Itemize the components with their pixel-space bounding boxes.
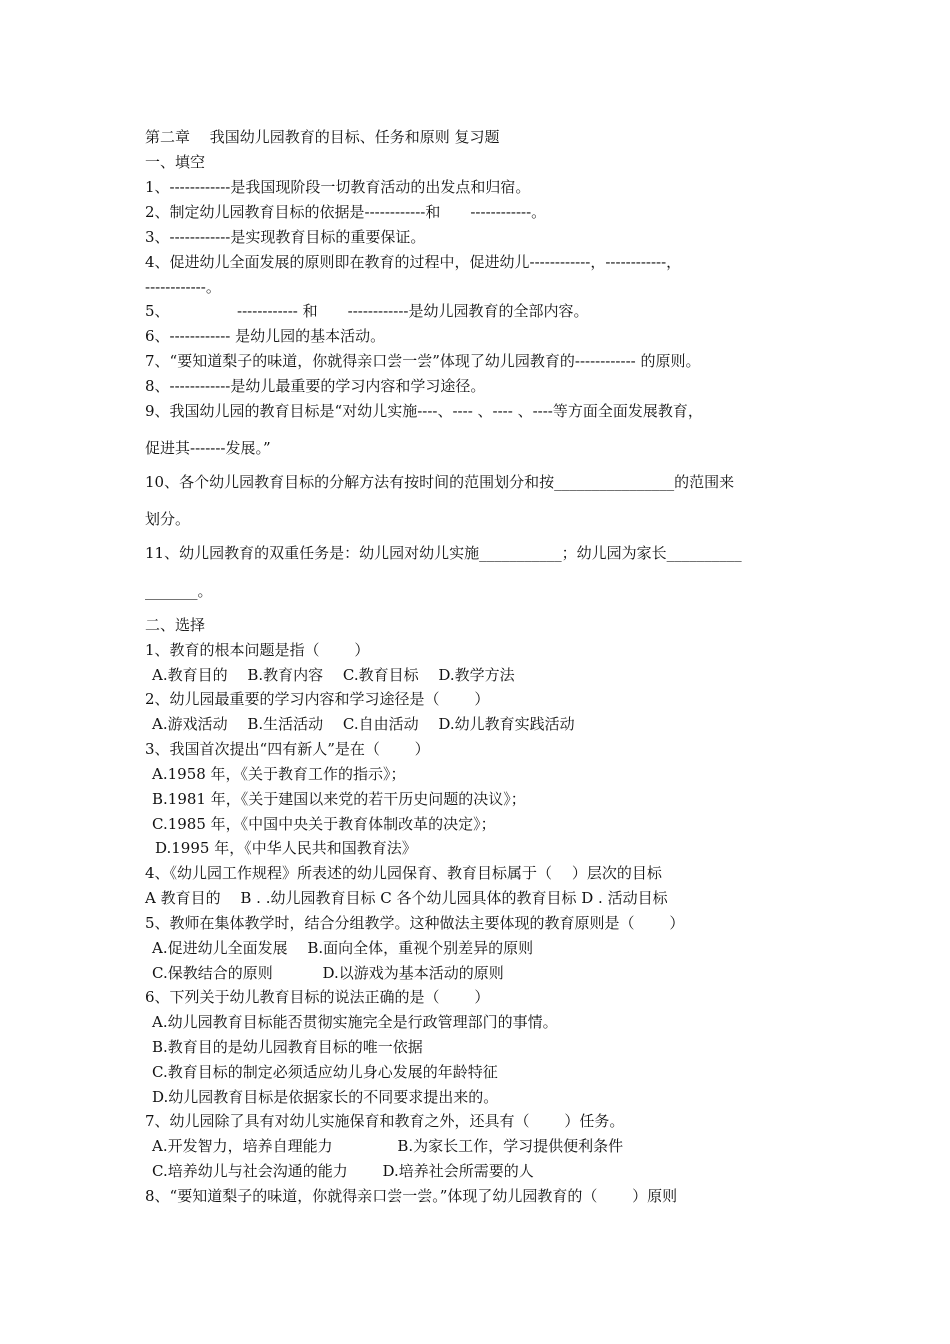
question-line: 1、------------是我国现阶段一切教育活动的出发点和归宿。 [145, 178, 531, 196]
question-line: 5、 ------------ 和 ------------是幼儿园教育的全部内容。 [145, 302, 589, 320]
option-line: A.开发智力，培养自理能力 B.为家长工作，学习提供便利条件 [152, 1137, 624, 1155]
option-line: C.培养幼儿与社会沟通的能力 D.培养社会所需要的人 [152, 1162, 534, 1180]
question-line: 6、下列关于幼儿教育目标的说法正确的是（ ） [145, 988, 490, 1006]
question-line: 11、幼儿园教育的双重任务是：幼儿园对幼儿实施___________；幼儿园为家长__________ [145, 544, 742, 562]
option-line: A.1958 年，《关于教育工作的指示》； [152, 765, 406, 783]
question-line: 8、------------是幼儿最重要的学习内容和学习途径。 [145, 377, 486, 395]
option-line: D.幼儿园教育目标是依据家长的不同要求提出来的。 [152, 1088, 499, 1106]
question-line: 5、教师在集体教学时，结合分组教学。这种做法主要体现的教育原则是（ ） [145, 914, 685, 932]
question-line: 4、《幼儿园工作规程》所表述的幼儿园保育、教育目标属于（ ）层次的目标 [145, 864, 662, 882]
question-line: 1、教育的根本问题是指（ ） [145, 641, 370, 659]
option-line: C.1985 年，《中国中央关于教育体制改革的决定》； [152, 815, 496, 833]
option-line: B.教育目的是幼儿园教育目标的唯一依据 [152, 1038, 423, 1056]
option-line: C.教育目标的制定必须适应幼儿身心发展的年龄特征 [152, 1063, 498, 1081]
question-line: 7、幼儿园除了具有对幼儿实施保育和教育之外，还具有（ ）任务。 [145, 1112, 625, 1130]
option-line: A.幼儿园教育目标能否贯彻实施完全是行政管理部门的事情。 [152, 1013, 558, 1031]
question-line: 3、我国首次提出“四有新人”是在（ ） [145, 740, 430, 758]
option-line: A.促进幼儿全面发展 B.面向全体，重视个别差异的原则 [152, 939, 534, 957]
option-line: D.1995 年，《中华人民共和国教育法》 [155, 839, 417, 857]
question-line: 9、我国幼儿园的教育目标是“对幼儿实施----、---- 、---- 、----等方面全面发展教育， [145, 402, 703, 420]
question-line: 2、制定幼儿园教育目标的依据是------------和 ------------。 [145, 203, 547, 221]
page-title: 第二章 我国幼儿园教育的目标、任务和原则 复习题 [145, 128, 500, 146]
option-line: B.1981 年，《关于建国以来党的若干历史问题的决议》； [152, 790, 526, 808]
question-line: 10、各个幼儿园教育目标的分解方法有按时间的范围划分和按________________的范围来 [145, 473, 735, 491]
section-heading-choice: 二、选择 [145, 616, 206, 634]
question-line: 划分。 [145, 510, 191, 528]
option-line: A.教育目的 B.教育内容 C.教育目标 D.教学方法 [152, 666, 515, 684]
question-line: 2、幼儿园最重要的学习内容和学习途径是（ ） [145, 690, 490, 708]
option-line: A 教育目的 B . .幼儿园教育目标 C 各个幼儿园具体的教育目标 D . 活动目标 [145, 889, 668, 907]
question-line: 3、------------是实现教育目标的重要保证。 [145, 228, 426, 246]
question-line: 6、------------ 是幼儿园的基本活动。 [145, 327, 386, 345]
option-line: C.保教结合的原则 D.以游戏为基本活动的原则 [152, 964, 504, 982]
section-heading-fill-in: 一、填空 [145, 153, 206, 171]
option-line: A.游戏活动 B.生活活动 C.自由活动 D.幼儿教育实践活动 [152, 715, 575, 733]
question-line: 7、“要知道梨子的味道，你就得亲口尝一尝”体现了幼儿园教育的------------ 的原则。 [145, 352, 701, 370]
question-line: _______。 [145, 582, 213, 600]
question-line: 4、促进幼儿全面发展的原则即在教育的过程中，促进幼儿------------，------------， [145, 253, 682, 271]
question-line: ------------。 [145, 278, 221, 296]
question-line: 促进其-------发展。” [145, 439, 271, 457]
question-line: 8、“要知道梨子的味道，你就得亲口尝一尝。”体现了幼儿园教育的（ ）原则 [145, 1187, 678, 1205]
